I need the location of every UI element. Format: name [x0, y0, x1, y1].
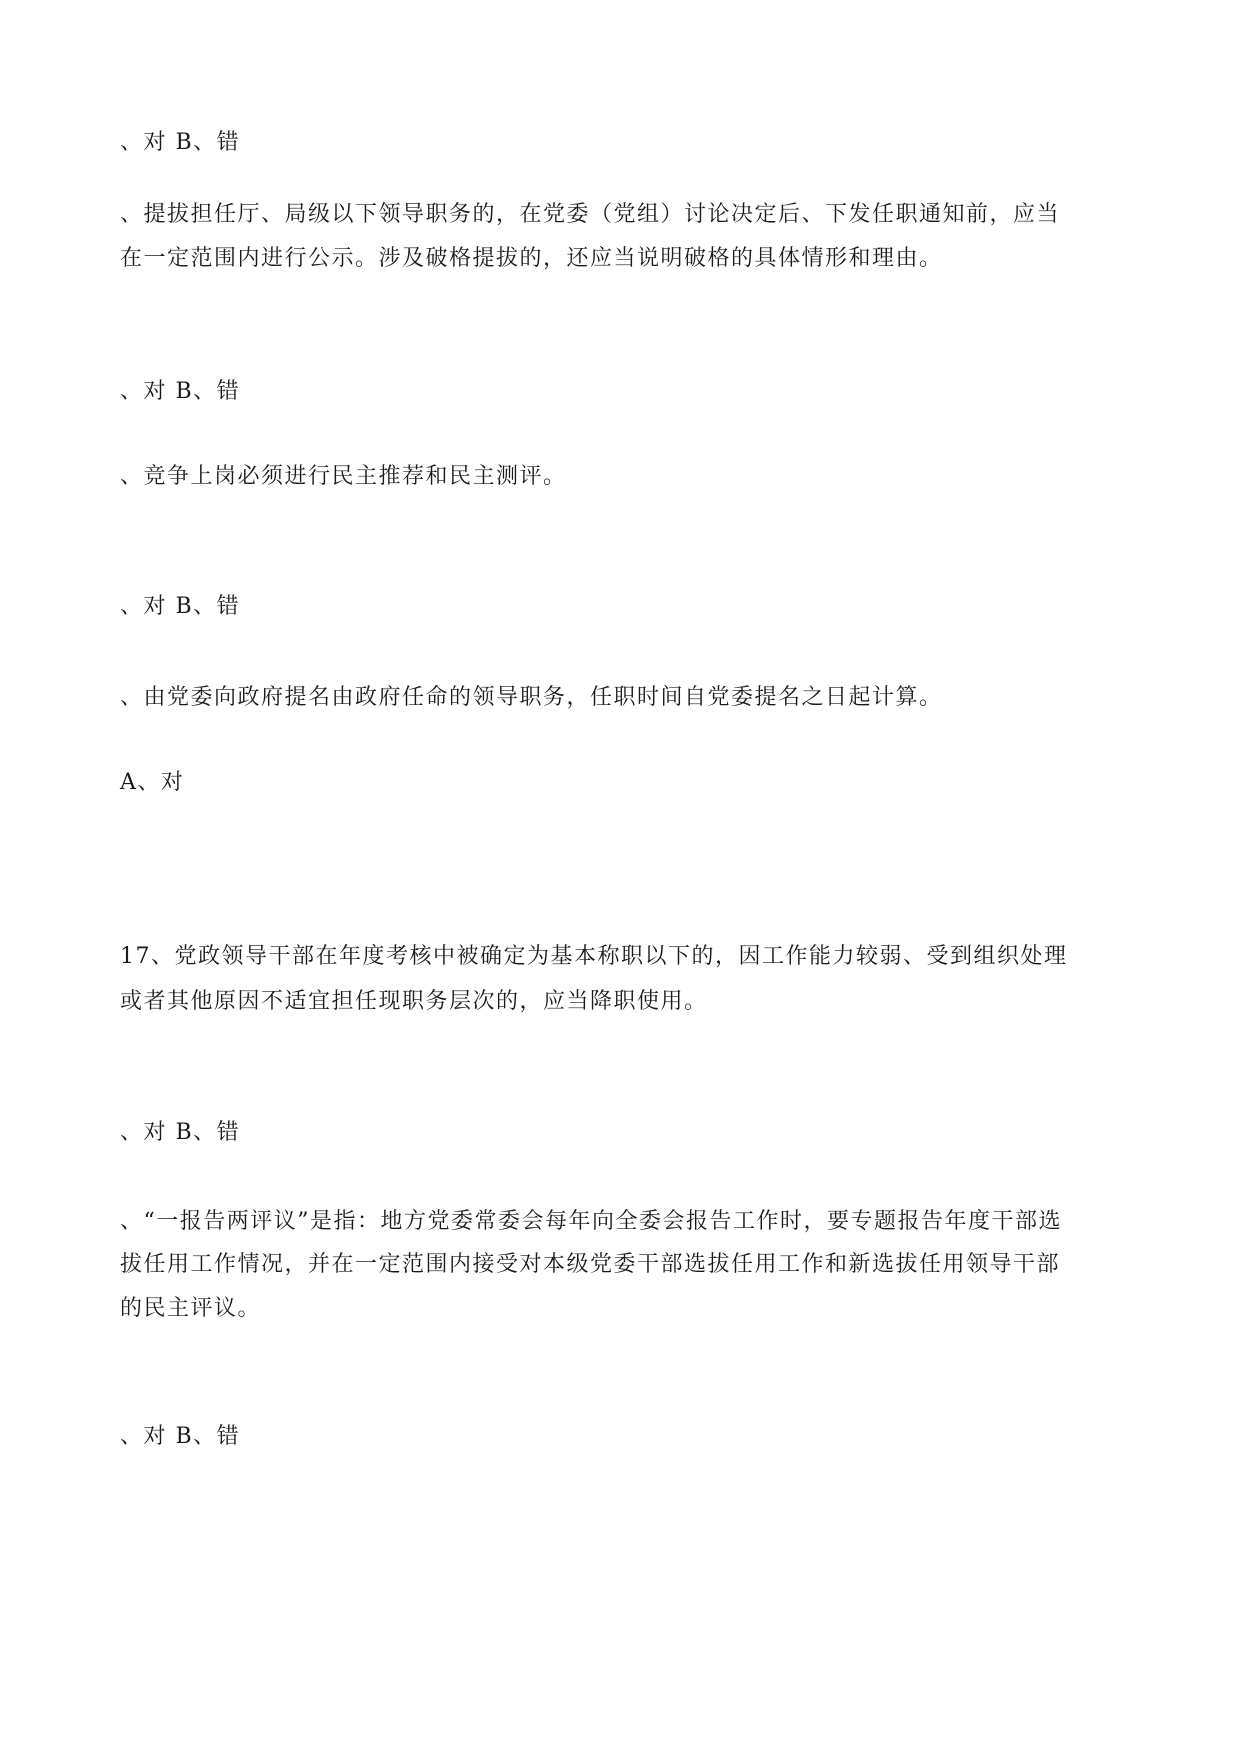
answer-options: 、对 B、错: [120, 594, 241, 619]
question-text-line: 的民主评议。: [120, 1296, 262, 1321]
answer-options: 、对 B、错: [120, 130, 241, 155]
question-text-line: 、提拔担任厅、局级以下领导职务的，在党委（党组）讨论决定后、下发任职通知前，应当: [120, 202, 1061, 227]
question-text-line: 、竞争上岗必须进行民主推荐和民主测评。: [120, 464, 567, 489]
question-text-line: 17、党政领导干部在年度考核中被确定为基本称职以下的，因工作能力较弱、受到组织处理: [120, 944, 1068, 969]
answer-options: 、对 B、错: [120, 379, 241, 404]
question-text-line: 、由党委向政府提名由政府任命的领导职务，任职时间自党委提名之日起计算。: [120, 685, 943, 710]
question-text-line: 、“一报告两评议”是指：地方党委常委会每年向全委会报告工作时，要专题报告年度干部选: [120, 1209, 1062, 1234]
answer-options: 、对 B、错: [120, 1120, 241, 1145]
question-text-line: 拔任用工作情况，并在一定范围内接受对本级党委干部选拔任用工作和新选拔任用领导干部: [120, 1252, 1061, 1277]
question-text-line: 或者其他原因不适宜担任现职务层次的，应当降职使用。: [120, 989, 708, 1014]
answer-options: 、对 B、错: [120, 1424, 241, 1449]
question-text-line: 在一定范围内进行公示。涉及破格提拔的，还应当说明破格的具体情形和理由。: [120, 246, 943, 271]
answer-options: A、对: [120, 770, 185, 795]
